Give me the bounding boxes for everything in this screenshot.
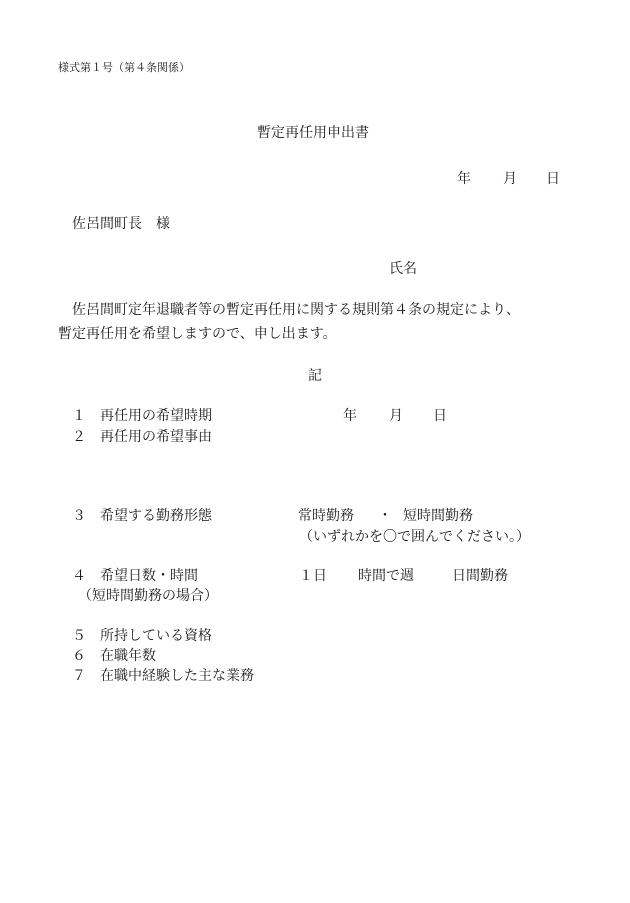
item-7-number: ７ xyxy=(72,668,86,684)
addressee: 佐呂間町長 様 xyxy=(72,216,170,232)
item-1-label: 再任用の希望時期 xyxy=(100,408,212,424)
ki-heading: 記 xyxy=(308,368,322,384)
item-5-number: ５ xyxy=(72,628,86,644)
item-4-hours-suffix: 時間で週 xyxy=(358,568,414,584)
form-reference: 様式第１号（第４条関係） xyxy=(58,61,190,74)
item-4-days-suffix: 日間勤務 xyxy=(452,568,508,584)
item-1-year: 年 xyxy=(343,408,357,424)
item-4-label: 希望日数・時間 xyxy=(100,568,198,584)
date-month: 月 xyxy=(503,171,517,187)
option-short-time: 短時間勤務 xyxy=(403,508,473,524)
item-6-label: 在職年数 xyxy=(100,648,156,664)
item-1-number: １ xyxy=(72,408,86,424)
item-4-sublabel: （短時間勤務の場合） xyxy=(78,588,218,604)
item-2-number: ２ xyxy=(72,429,86,445)
item-3-note: （いずれかを〇で囲んでください。） xyxy=(299,529,530,545)
item-2-label: 再任用の希望事由 xyxy=(100,429,212,445)
item-4-number: ４ xyxy=(72,568,86,584)
item-7-label: 在職中経験した主な業務 xyxy=(100,668,254,684)
item-6-number: ６ xyxy=(72,648,86,664)
document-title: 暫定再任用申出書 xyxy=(257,125,369,141)
item-3-number: ３ xyxy=(72,508,86,524)
item-5-label: 所持している資格 xyxy=(100,628,212,644)
applicant-name-label: 氏名 xyxy=(389,261,417,277)
intro-line-1: 佐呂間町定年退職者等の暫定再任用に関する規則第４条の規定により、 xyxy=(72,302,520,318)
date-day: 日 xyxy=(546,171,560,187)
date-year: 年 xyxy=(457,171,471,187)
item-4-day-prefix: １日 xyxy=(299,568,327,584)
item-1-day: 日 xyxy=(433,408,447,424)
intro-line-2: 暫定再任用を希望しますので、申し出ます。 xyxy=(58,326,337,342)
item-3-label: 希望する勤務形態 xyxy=(100,508,212,524)
option-separator: ・ xyxy=(378,508,392,524)
option-full-time: 常時勤務 xyxy=(298,508,354,524)
item-1-month: 月 xyxy=(389,408,403,424)
